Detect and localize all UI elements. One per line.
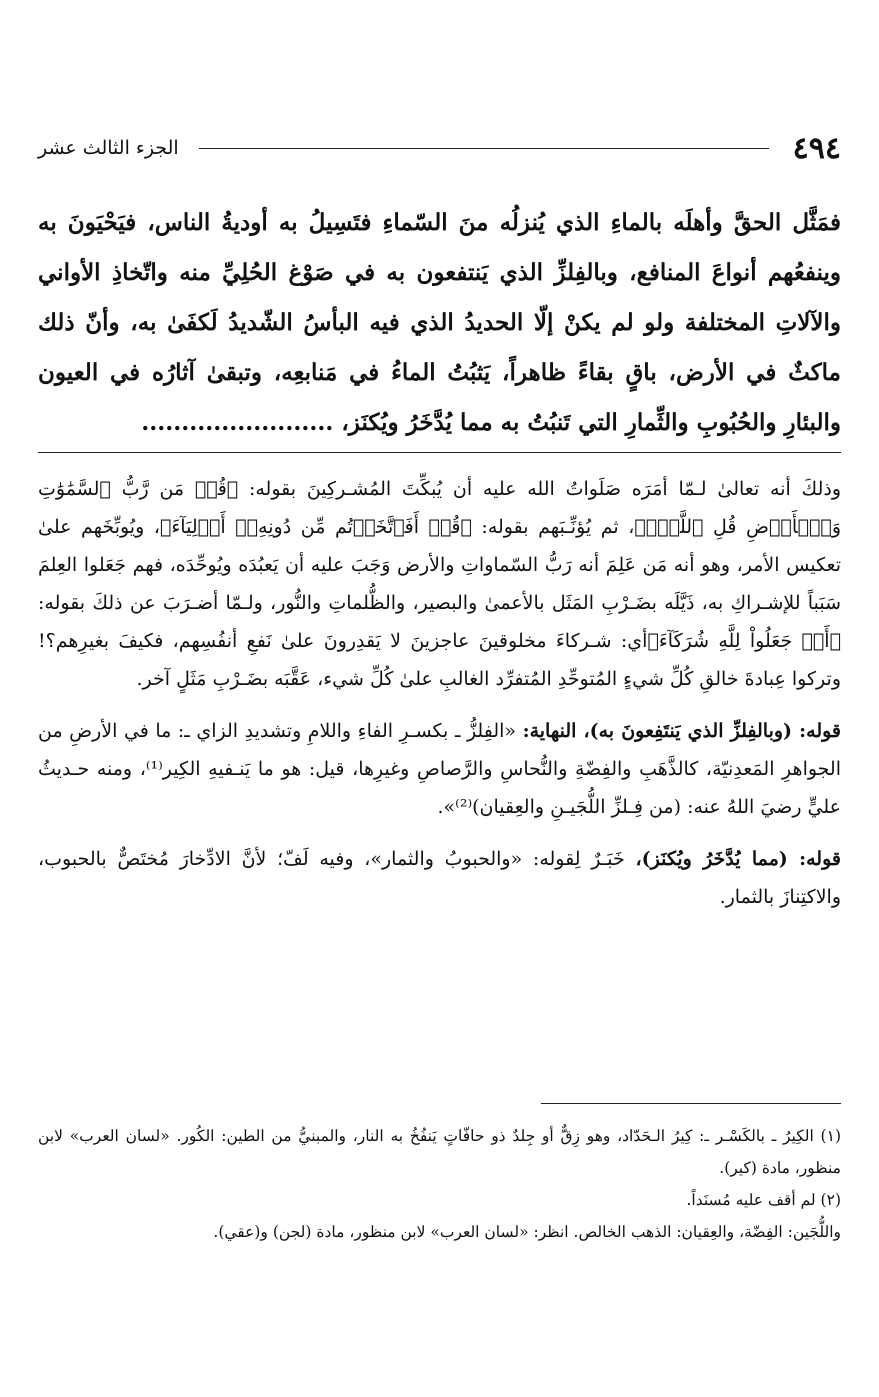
main-text-block	[38, 198, 841, 448]
commentary-text: خَبَـرٌ لِقوله: «والحبوبُ والثمار»، وفيه لَفّ؛ لأنَّ الادِّخارَ مُختَصٌّ بالحبوب، والاكتِنازَ بالثمار.	[38, 848, 841, 908]
commentary-paragraph-2	[38, 712, 841, 826]
commentary-lead: قوله: (مما يُدَّخَرُ ويُكنَز)،	[635, 848, 841, 870]
commentary-paragraph-3	[38, 840, 841, 916]
commentary-text: «الفِلزُّ ـ بكسـرِ الفاءِ واللامِ وتشديدِ الزاي ـ: ما في الأرضِ من الجواهرِ المَعدِنيّة، كالذَّهَبِ والفِضّةِ والنُّحاسِ والرَّصاصِ وغيرِها، قيل: هو ما يَنـفيهِ الكِير⁽¹⁾، ومنه حـديثُ عليٍّ رضيَ اللهُ عنه: (من فِـلزِّ اللُّجَيـنِ والعِقيان)⁽²⁾».	[38, 720, 841, 818]
section-separator	[38, 452, 841, 453]
footnote-rule	[541, 1103, 841, 1104]
footnote-1: (١) الكِيرُ ـ بالكَسْـر ـ: كِيرُ الـحَدّاد، وهو زِقٌّ أو جِلدٌ ذو حافّاتٍ يَنفُخُ به النار، والمبنيُّ من الطين: الكُور. «لسان العرب» لابن منظور، مادة (كير).	[38, 1127, 841, 1177]
footnote-2-continuation: واللُّجَين: الفِضّة، والعِقيان: الذهب الخالص. انظر: «لسان العرب» لابن منظور، مادة (لجن) و(عقي).	[213, 1223, 841, 1241]
commentary-paragraph-1: وذلكَ أنه تعالىٰ لـمّا أمَرَه صَلَواتُ الله عليه أن يُبكِّتَ المُشـركِينَ بقوله: ﴿قُلۡ مَن رَّبُّ ٱلسَّمَٰوَٰتِ وَٱلۡأَرۡضِ قُلِ ٱللَّهُۚ﴾، ثم يُؤنِّـبَهم بقوله: ﴿قُلۡ أَفَٱتَّخَذۡتُم مِّن دُونِهِۦٓ أَوۡلِيَآءَ﴾، ويُوبِّخَهم علىٰ تعكيس الأمر، وهو أنه مَن عَلِمَ أنه رَبُّ السّماواتِ والأرض وَجَبَ عليه أن يَعبُدَه ويُوحِّدَه، فهم جَعَلوا العِلمَ سَبَباً للإشـراكِ به، ذَيَّلَه بضَـرْبِ المَثَل بالأعمىٰ والبصير، والظُّلماتِ والنُّور، ولـمّا أضـرَبَ عن ذلكَ بقوله: ﴿أَمۡ جَعَلُواْ لِلَّهِ شُرَكَآءَ﴾أي: شـركاءَ مخلوقينَ عاجزينَ لا يَقدِرونَ علىٰ نَفعِ أنفُسِهم، فكيفَ بغيرِهم؟! وتركوا عِبادةَ خالقِ كُلِّ شيءٍ المُتوحِّدِ المُتفرِّد الغالبِ علىٰ كُلِّ شيء، عَقَّبَه بضَـرْبِ مَثَلٍ آخر.	[38, 478, 841, 690]
footnotes-block	[38, 1120, 841, 1248]
page-header	[38, 128, 841, 168]
footnote-2: (٢) لم أقف عليه مُسنَداً.	[686, 1191, 841, 1209]
header-rule	[199, 148, 769, 149]
commentary-lead: قوله: (وبالفِلزِّ الذي يَنتَفِعونَ به)، النهاية:	[522, 720, 842, 742]
volume-title: الجزء الثالث عشر	[38, 137, 179, 159]
commentary-block	[38, 470, 841, 930]
page-number: ٤٩٤	[792, 130, 841, 166]
main-text-paragraph: فمَثَّل الحقَّ وأهلَه بالماءِ الذي يُنزلُه منَ السّماءِ فتَسِيلُ به أوديةُ الناس، فيَحْيَونَ به وينفعُهم أنواعَ المنافع، وبالفِلزِّ الذي يَنتفعون به في صَوْغ الحُلِيِّ منه واتّخاذِ الأواني والآلاتِ المختلفة ولو لم يكنْ إلّا الحديدُ الذي فيه البأسُ الشّديدُ لَكفَىٰ به، وأنّ ذلك ماكثٌ في الأرض، باقٍ بقاءً ظاهراً، يَثبُتُ الماءُ في مَنابعِه، وتبقىٰ آثارُه في العيون والبئارِ والحُبُوبِ والثِّمارِ التي تَنبُتُ به مما يُدَّخَرُ ويُكنَز، ........................	[38, 209, 841, 436]
